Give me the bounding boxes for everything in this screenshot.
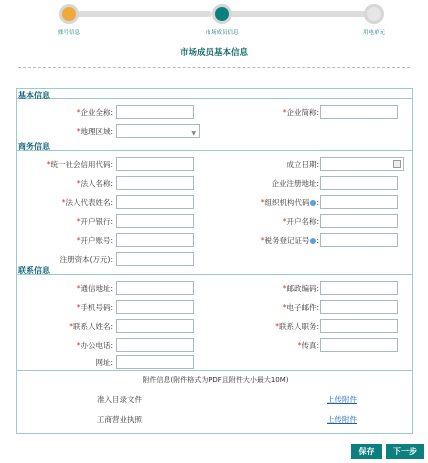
fax-label: *传真: — [297, 341, 319, 350]
address-input[interactable] — [116, 281, 194, 295]
established-date-input[interactable] — [320, 157, 404, 171]
tax-no-input[interactable] — [320, 233, 398, 247]
save-button[interactable]: 保存 — [351, 444, 382, 459]
chevron-down-icon: ▼ — [191, 130, 196, 137]
step-label-power-unit: 用电单元 — [362, 30, 386, 36]
calendar-icon[interactable] — [393, 160, 401, 168]
postcode-input[interactable] — [320, 281, 398, 295]
website-input[interactable] — [116, 355, 194, 369]
account-no-input[interactable] — [116, 233, 194, 247]
credit-code-input[interactable] — [116, 157, 194, 171]
contact-name-label: *联系人姓名: — [69, 322, 113, 331]
credit-code-label: *统一社会信用代码: — [46, 160, 113, 169]
email-label: *电子邮件: — [282, 303, 319, 312]
page-title: 市场成员基本信息 — [179, 48, 248, 58]
contact-title-label: *联系人职务: — [275, 322, 319, 331]
account-no-label: *开户账号: — [76, 236, 113, 245]
mobile-input[interactable] — [116, 300, 194, 314]
short-name-input[interactable] — [320, 105, 398, 119]
established-date-label: 成立日期: — [286, 160, 319, 169]
section-title-business: 商务信息 — [18, 142, 50, 151]
office-phone-label: *办公电话: — [76, 341, 113, 350]
step-label-member: 市场成员信息 — [205, 30, 239, 36]
org-code-input[interactable] — [320, 195, 398, 209]
legal-rep-label: *法人代表姓名: — [61, 198, 113, 207]
legal-name-input[interactable] — [116, 176, 194, 190]
upload-link-license[interactable]: 上传附件 — [327, 415, 357, 424]
short-name-label: *企业简称: — [282, 108, 319, 117]
section-divider-basic — [16, 98, 413, 99]
contact-name-input[interactable] — [116, 319, 194, 333]
attachments-panel — [16, 370, 413, 434]
reg-address-input[interactable] — [320, 176, 398, 190]
mobile-label: *手机号码: — [76, 303, 113, 312]
step-connector-2 — [226, 11, 366, 17]
section-title-contact: 联系信息 — [18, 266, 50, 275]
office-phone-input[interactable] — [116, 338, 194, 352]
tax-no-label: *税务登记证号 : — [260, 236, 319, 245]
attachment-name-license: 工商营业执照 — [97, 415, 142, 424]
contact-title-input[interactable] — [320, 319, 398, 333]
progress-stepper — [0, 0, 428, 40]
address-label: *通信地址: — [76, 284, 113, 293]
bank-input[interactable] — [116, 214, 194, 228]
full-name-label: *企业全称: — [76, 108, 113, 117]
website-label: 网址: — [95, 358, 113, 367]
legal-name-label: *法人名称: — [76, 179, 113, 188]
section-divider-contact — [16, 274, 413, 275]
section-title-basic: 基本信息 — [18, 91, 50, 100]
capital-label: 注册资本(万元): — [59, 255, 113, 264]
next-button[interactable]: 下一步 — [386, 444, 424, 459]
region-select[interactable] — [116, 124, 200, 138]
attachment-name-catalog: 准入目录文件 — [97, 395, 142, 404]
capital-input[interactable] — [116, 252, 194, 266]
attachments-title: 附件信息(附件格式为PDF且附件大小最大10M) — [142, 376, 289, 384]
org-code-label: *组织机构代码 : — [260, 198, 319, 207]
step-indicator-account — [59, 4, 79, 24]
account-name-input[interactable] — [320, 214, 398, 228]
info-icon[interactable] — [310, 200, 316, 206]
step-indicator-power-unit — [364, 4, 384, 24]
step-indicator-member — [212, 4, 232, 24]
account-name-label: *开户名称: — [282, 217, 319, 226]
postcode-label: *邮政编码: — [282, 284, 319, 293]
fax-input[interactable] — [320, 338, 398, 352]
reg-address-label: 企业注册地址: — [271, 179, 319, 188]
region-label: *地理区域: — [76, 127, 113, 136]
step-connector-1 — [72, 11, 212, 17]
upload-link-catalog[interactable]: 上传附件 — [327, 395, 357, 404]
bank-label: *开户银行: — [76, 217, 113, 226]
full-name-input[interactable] — [116, 105, 194, 119]
email-input[interactable] — [320, 300, 398, 314]
legal-rep-input[interactable] — [116, 195, 194, 209]
step-label-account: 账号信息 — [57, 30, 81, 36]
info-icon[interactable] — [310, 238, 316, 244]
section-divider-business — [16, 150, 413, 151]
title-divider — [18, 67, 410, 68]
